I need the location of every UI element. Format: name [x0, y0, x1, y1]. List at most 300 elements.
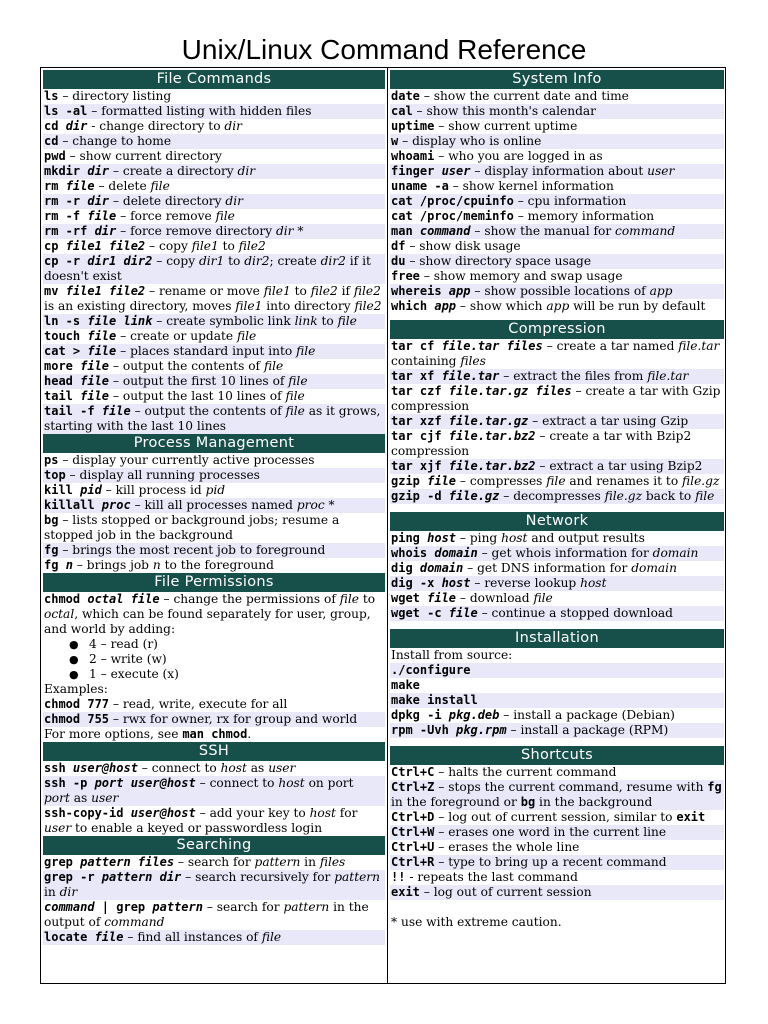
- arg-text: file.tar: [678, 339, 720, 353]
- command-row: [43, 134, 385, 149]
- command-text: ps: [44, 453, 59, 467]
- arg-text: dir: [59, 885, 78, 899]
- description-text: – directory listing: [58, 89, 172, 103]
- permissions-more: [43, 727, 385, 742]
- command-arg: user: [441, 164, 471, 178]
- description-text: – output the first 10 lines of: [109, 374, 289, 388]
- description-text: – stops the current command, resume with: [434, 780, 708, 794]
- command-arg: dir: [87, 164, 110, 178]
- section-installation: [390, 629, 724, 738]
- command-row: [390, 708, 724, 723]
- section-header: File Permissions: [43, 573, 385, 592]
- command-row: [43, 284, 385, 314]
- command-text: mkdir: [44, 164, 88, 178]
- command-row: [390, 134, 724, 149]
- arg-text: file: [236, 329, 257, 343]
- command-arg: file: [87, 209, 117, 223]
- command-row: [43, 483, 385, 498]
- description-text: For more options, see: [44, 727, 183, 741]
- command-text: killall: [44, 498, 102, 512]
- arg-text: user: [44, 821, 72, 835]
- network-list: [390, 531, 724, 621]
- footnote: * use with extreme caution.: [391, 915, 562, 929]
- command-text: cal: [391, 104, 413, 118]
- description-text: – show kernel information: [448, 179, 614, 193]
- command-row: [390, 885, 724, 900]
- arg-text: dir: [237, 164, 256, 178]
- description-text: – create a tar with Bzip2 compression: [391, 429, 692, 458]
- command-row: [390, 825, 724, 840]
- command-arg: host: [441, 576, 471, 590]
- section-header: Searching: [43, 836, 385, 855]
- arg-text: app: [649, 284, 673, 298]
- command-row: [390, 576, 724, 591]
- description-text: – create symbolic link: [152, 314, 295, 328]
- command-text: fg: [44, 558, 66, 572]
- description-text: – create a directory: [109, 164, 238, 178]
- command-text: fg: [44, 543, 59, 557]
- command-row: [390, 89, 724, 104]
- description-text: – log out of current session, similar to: [434, 810, 677, 824]
- command-text: cp -r: [44, 254, 88, 268]
- command-text: grep: [44, 855, 81, 869]
- description-text: – formatted listing with hidden files: [87, 104, 312, 118]
- command-arg: host: [427, 531, 457, 545]
- section-network: [390, 512, 724, 621]
- command-arg: file: [448, 606, 478, 620]
- command-arg: file: [80, 389, 110, 403]
- arg-text: file: [261, 930, 282, 944]
- command-row: [43, 389, 385, 404]
- command-row: [390, 414, 724, 429]
- arg-text: file2: [310, 284, 338, 298]
- description-text: – show disk usage: [405, 239, 521, 253]
- command-text: cat >: [44, 344, 88, 358]
- description-text: – output the contents of: [130, 404, 286, 418]
- description-text: – create or update: [116, 329, 237, 343]
- command-arg: file: [80, 359, 110, 373]
- section-header: Installation: [390, 629, 724, 648]
- command-text: cat /proc/meminfo: [391, 209, 514, 223]
- arg-text: file2: [354, 299, 382, 313]
- section-ssh: [43, 742, 385, 836]
- arg-text: n: [152, 558, 161, 572]
- command-text: uptime: [391, 119, 435, 133]
- arg-text: file: [150, 179, 170, 193]
- description-text: – erases the whole line: [434, 840, 580, 854]
- command-text: locate: [44, 930, 95, 944]
- arg-text: file: [695, 489, 715, 503]
- description-text: – output the contents of: [109, 359, 264, 373]
- section-header: Network: [390, 512, 724, 531]
- description-text: – decompresses: [499, 489, 605, 503]
- section-header: SSH: [43, 742, 385, 761]
- command-text: finger: [391, 164, 442, 178]
- description-text: and output results: [527, 531, 645, 545]
- command-arg: pkg.deb: [448, 708, 500, 722]
- command-arg: file1 file2: [65, 239, 146, 253]
- arg-text: link: [294, 314, 318, 328]
- description-text: – brings the most recent job to foreground: [58, 543, 326, 557]
- description-text: – find all instances of: [123, 930, 262, 944]
- arg-text: user: [647, 164, 675, 178]
- arg-text: pattern: [283, 900, 330, 914]
- command-arg: app: [448, 284, 471, 298]
- command-arg: file.tar.bz2: [448, 429, 536, 443]
- description-text: if it doesn't exist: [44, 254, 371, 283]
- command-text: dig: [391, 561, 420, 575]
- command-text: tail: [44, 389, 81, 403]
- description-text: if: [337, 284, 354, 298]
- description-text: – rwx for owner, rx for group and world: [109, 712, 358, 726]
- description-text: , which can be found separately for user, group, and world by adding:: [44, 607, 371, 636]
- description-text: on port: [304, 776, 354, 790]
- command-arg: pattern dir: [101, 870, 182, 884]
- arg-text: file: [288, 374, 308, 388]
- file-commands-list: [43, 89, 385, 434]
- command-row: [390, 546, 724, 561]
- command-text: chmod: [44, 592, 88, 606]
- description-text: into directory: [262, 299, 355, 313]
- command-row: [43, 164, 385, 179]
- description-text: – rename or move: [145, 284, 264, 298]
- description-text: – delete directory: [109, 194, 226, 208]
- description-text: – connect to: [137, 761, 221, 775]
- command-text: bg: [520, 795, 536, 809]
- command-arg: port user@host: [94, 776, 196, 790]
- command-arg: dir1 dir2: [87, 254, 153, 268]
- command-arg: dir: [65, 119, 88, 133]
- command-arg: pattern: [152, 900, 203, 914]
- arg-text: host: [278, 776, 305, 790]
- arg-text: pattern: [334, 870, 380, 884]
- command-row: [43, 149, 385, 164]
- command-arg: file: [87, 344, 117, 358]
- arg-text: file: [215, 209, 235, 223]
- compression-list: [390, 339, 724, 504]
- description-text: – extract the files from: [499, 369, 648, 383]
- command-text: whereis: [391, 284, 449, 298]
- description-text: – show directory space usage: [405, 254, 592, 268]
- command-row: [43, 498, 385, 513]
- arg-text: octal: [44, 607, 75, 621]
- description-text: *: [293, 224, 304, 238]
- description-text: – download: [456, 591, 534, 605]
- command-arg: file.tar files: [441, 339, 543, 353]
- arg-text: user: [91, 791, 119, 805]
- command-row: [390, 179, 724, 194]
- arg-text: file1: [191, 239, 219, 253]
- description-text: – reverse lookup: [470, 576, 581, 590]
- command-arg: proc: [101, 498, 131, 512]
- command-text: cp: [44, 239, 66, 253]
- command-row: [390, 299, 724, 314]
- command-row: [390, 119, 724, 134]
- description-text: – who you are logged in as: [434, 149, 603, 163]
- arg-text: file2: [238, 239, 266, 253]
- command-row: [390, 339, 724, 369]
- command-row: [43, 513, 385, 543]
- command-row: [390, 149, 724, 164]
- description-text: – output the last 10 lines of: [109, 389, 286, 403]
- command-text: make install: [391, 693, 478, 707]
- command-row: [390, 429, 724, 459]
- arg-text: file: [296, 344, 316, 358]
- command-row: [43, 404, 385, 434]
- arg-text: file: [285, 389, 305, 403]
- command-row: [390, 648, 724, 663]
- description-text: – continue a stopped download: [477, 606, 673, 620]
- command-text: wget -c: [391, 606, 449, 620]
- arg-text: host: [309, 806, 336, 820]
- description-text: as: [246, 761, 269, 775]
- arg-text: files: [460, 354, 486, 368]
- description-text: – install a package (RPM): [506, 723, 669, 737]
- command-text: cd: [44, 119, 66, 133]
- description-text: to the foreground: [160, 558, 274, 572]
- command-row: [390, 459, 724, 474]
- command-arg: file.tar.gz files: [448, 384, 572, 398]
- command-arg: pattern files: [80, 855, 175, 869]
- description-text: – show the current date and time: [419, 89, 629, 103]
- command-text: ssh -p: [44, 776, 95, 790]
- command-row: [390, 870, 724, 885]
- description-text: – brings job: [72, 558, 153, 572]
- arg-text: command: [615, 224, 676, 238]
- section-file-commands: [43, 70, 385, 434]
- command-text: kill: [44, 483, 81, 497]
- description-text: – extract a tar using Gzip: [528, 414, 689, 428]
- description-text: in the background: [535, 795, 653, 809]
- arg-text: file.gz: [604, 489, 642, 503]
- description-text: – show memory and swap usage: [419, 269, 623, 283]
- permission-bullet: ● 1 – execute (x): [69, 667, 179, 681]
- command-row: [43, 468, 385, 483]
- arg-text: files: [319, 855, 346, 869]
- arg-text: pid: [205, 483, 226, 497]
- command-text: ./configure: [391, 663, 471, 677]
- command-row: [390, 531, 724, 546]
- command-text: cd: [44, 134, 59, 148]
- command-row: [43, 254, 385, 284]
- command-text: uname -a: [391, 179, 449, 193]
- arg-text: file.tar: [647, 369, 689, 383]
- description-text: – show this month's calendar: [412, 104, 596, 118]
- description-text: – force remove directory: [116, 224, 276, 238]
- command-text: fg: [707, 780, 722, 794]
- command-arg: user@host: [72, 761, 138, 775]
- description-text: – copy: [145, 239, 192, 253]
- arg-text: dir2: [320, 254, 346, 268]
- description-text: as it grows, starting with the last 10 lines: [44, 404, 381, 433]
- arg-text: app: [546, 299, 570, 313]
- examples-label: Examples:: [44, 682, 108, 696]
- command-row: [43, 119, 385, 134]
- section-header: Compression: [390, 320, 724, 339]
- command-text: gzip: [391, 474, 428, 488]
- description-text: in: [300, 855, 320, 869]
- description-text: – read, write, execute for all: [109, 697, 288, 711]
- description-text: – extract a tar using Bzip2: [535, 459, 703, 473]
- command-text: ln -s: [44, 314, 88, 328]
- command-text: free: [391, 269, 420, 283]
- description-text: – search for: [174, 855, 255, 869]
- description-text: – display all running processes: [65, 468, 260, 482]
- description-text: as: [69, 791, 92, 805]
- section-header: Shortcuts: [390, 746, 724, 765]
- command-arg: file: [80, 374, 110, 388]
- command-arg: file.gz: [448, 489, 500, 503]
- command-text: pwd: [44, 149, 66, 163]
- searching-list: [43, 855, 385, 945]
- arg-text: file: [546, 474, 566, 488]
- description-text: – force remove: [116, 209, 216, 223]
- description-text: containing: [391, 354, 461, 368]
- command-row: [43, 900, 385, 930]
- command-text: rpm -Uvh: [391, 723, 457, 737]
- section-searching: [43, 836, 385, 945]
- command-arg: domain: [419, 561, 464, 575]
- command-row: [390, 254, 724, 269]
- description-text: – display information about: [470, 164, 648, 178]
- command-text: tar cjf: [391, 429, 449, 443]
- command-text: man chmod: [182, 727, 248, 741]
- description-text: to enable a keyed or passwordless login: [71, 821, 323, 835]
- command-text: exit: [676, 810, 706, 824]
- command-row: [390, 194, 724, 209]
- command-row: [43, 344, 385, 359]
- command-row: [390, 606, 724, 621]
- arg-text: pattern: [254, 855, 301, 869]
- arg-text: file: [285, 404, 305, 418]
- command-row: [43, 806, 385, 836]
- description-text: to: [218, 239, 239, 253]
- command-text: date: [391, 89, 420, 103]
- command-text: ping: [391, 531, 428, 545]
- command-text: rm: [44, 179, 66, 193]
- command-text: tar czf: [391, 384, 449, 398]
- section-header: System Info: [390, 70, 724, 89]
- command-text: dpkg -i: [391, 708, 449, 722]
- permission-bullet: ● 4 – read (r): [69, 637, 158, 651]
- bullet-icon: ●: [69, 668, 79, 681]
- command-row: [390, 723, 724, 738]
- command-text: gzip -d: [391, 489, 449, 503]
- arg-text: file2: [353, 284, 381, 298]
- command-text: w: [391, 134, 399, 148]
- command-row: [390, 209, 724, 224]
- command-row: [390, 489, 724, 504]
- permissions-lead: [43, 592, 385, 637]
- command-text: | grep: [94, 900, 153, 914]
- description-text: – memory information: [513, 209, 655, 223]
- description-text: – kill all processes named: [130, 498, 297, 512]
- description-text: ; create: [269, 254, 321, 268]
- command-row: [390, 693, 724, 708]
- arg-text: user: [268, 761, 296, 775]
- command-text: make: [391, 678, 420, 692]
- description-text: – change the permissions of: [159, 592, 340, 606]
- description-text: – show possible locations of: [470, 284, 650, 298]
- command-row: [390, 855, 724, 870]
- command-text: du: [391, 254, 406, 268]
- description-text: – lists stopped or background jobs; resume a stopped job in the background: [44, 513, 340, 542]
- description-text: – type to bring up a recent command: [434, 855, 667, 869]
- command-row: [43, 179, 385, 194]
- command-text: rm -r: [44, 194, 88, 208]
- description-text: – search for: [202, 900, 284, 914]
- command-row: [43, 543, 385, 558]
- arg-text: domain: [631, 561, 677, 575]
- command-row: [43, 194, 385, 209]
- command-text: Ctrl+W: [391, 825, 435, 839]
- command-text: wget: [391, 591, 428, 605]
- command-text: tar xzf: [391, 414, 449, 428]
- command-arg: pid: [80, 483, 102, 497]
- description-text: - repeats the last command: [405, 870, 578, 884]
- command-text: df: [391, 239, 406, 253]
- description-text: to: [358, 592, 376, 606]
- command-row: [43, 453, 385, 468]
- command-row: [43, 314, 385, 329]
- description-text: – halts the current command: [434, 765, 617, 779]
- command-row: [390, 284, 724, 299]
- description-text: to: [290, 284, 311, 298]
- examples-list: [43, 697, 385, 727]
- arg-text: host: [501, 531, 528, 545]
- description-text: – change to home: [58, 134, 172, 148]
- command-row: [390, 561, 724, 576]
- description-text: – erases one word in the current line: [434, 825, 667, 839]
- command-row: [43, 359, 385, 374]
- command-row: [390, 810, 724, 825]
- command-arg: file: [101, 404, 131, 418]
- command-row: [43, 697, 385, 712]
- arg-text: port: [44, 791, 70, 805]
- description-text: in: [44, 885, 60, 899]
- description-text: – log out of current session: [419, 885, 592, 899]
- system-list: [390, 89, 724, 314]
- command-row: [390, 164, 724, 179]
- arg-text: dir: [275, 224, 294, 238]
- command-row: [390, 384, 724, 414]
- description-text: – connect to: [195, 776, 279, 790]
- command-text: whoami: [391, 149, 435, 163]
- description-text: and renames it to: [565, 474, 683, 488]
- reference-card: [40, 67, 726, 984]
- description-text: to: [224, 254, 245, 268]
- bullet-icon: ●: [69, 653, 79, 666]
- command-row: [390, 678, 724, 693]
- command-text: ssh-copy-id: [44, 806, 131, 820]
- command-text: tar xjf: [391, 459, 449, 473]
- description-text: - change directory to: [87, 119, 225, 133]
- section-system-info: [390, 70, 724, 314]
- command-arg: file: [427, 591, 457, 605]
- command-row: [43, 239, 385, 254]
- arg-text: host: [580, 576, 607, 590]
- command-row: [390, 269, 724, 284]
- description-text: – create a tar named: [542, 339, 679, 353]
- description-text: will be run by default: [569, 299, 706, 313]
- command-row: [43, 930, 385, 945]
- command-arg: file.tar.gz: [448, 414, 529, 428]
- command-arg: file: [427, 474, 457, 488]
- command-arg: file: [94, 930, 124, 944]
- arg-text: dir1: [198, 254, 225, 268]
- command-text: chmod 755: [44, 712, 110, 726]
- description-text: – display your currently active processes: [58, 453, 315, 467]
